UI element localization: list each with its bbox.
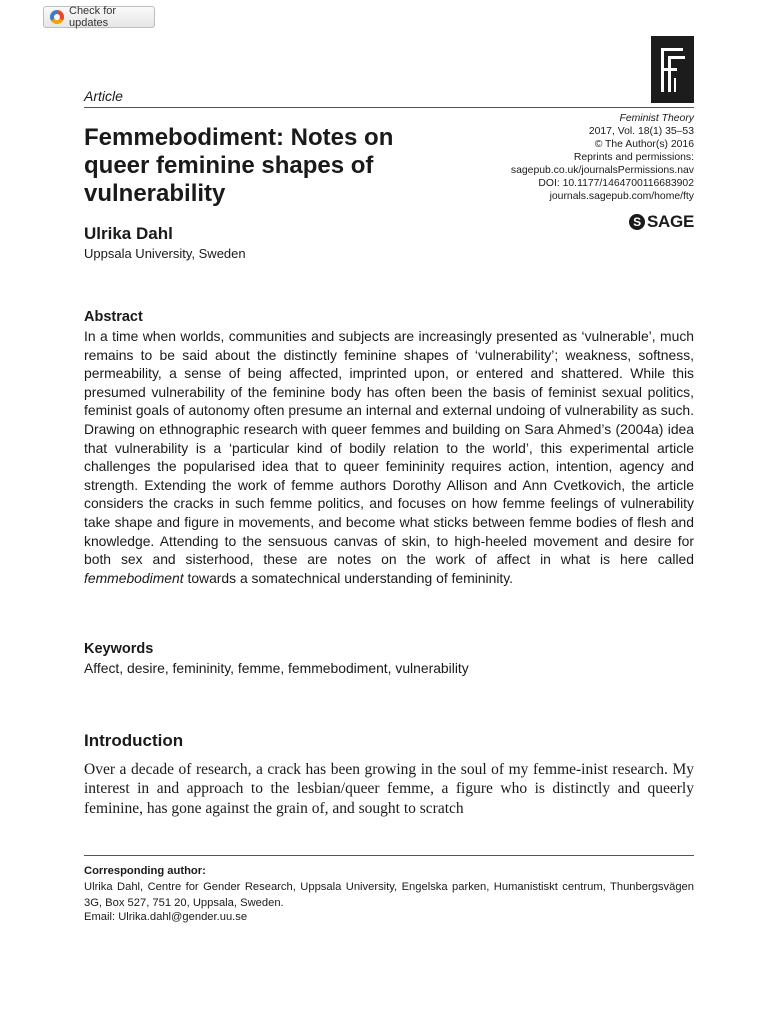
author-name: Ulrika Dahl [84,224,173,243]
ft-monogram-icon [651,36,694,103]
abstract-text-end: towards a somatechnical understanding of femininity. [183,569,514,586]
crossmark-icon [50,10,64,24]
abstract-text [84,327,694,587]
abstract-italic-term: femmebodiment [84,569,184,586]
journal-volume: 2017, Vol. 18(1) 35–53 [588,126,694,137]
check-for-updates-label: Check for updates [69,5,117,29]
journal-homepage-link[interactable]: journals.sagepub.com/home/fty [549,191,694,202]
corresponding-author-heading: Corresponding author: [84,865,206,877]
abstract-text-main: In a time when worlds, communities and subjects are increasingly presented as ‘vulnerable’, much remains to be said about the distinctly feminine shapes of ‘vulnerability’; weakness, softness, permeability, a sense of being affected, imprinted upon, or entered and shattered. While this presumed vulnerability of the feminine body has often been the basis of feminist sexual politics, feminist goals of autonomy often presume an internal and external undoing of vulnerability as such. Drawing on ethnographic research with queer femmes and building on Sara Ahmed’s (2004a) idea that vulnerability is a ‘particular kind of bodily relation to the world’, this experimental article challenges the popularised idea that to queer femininity requires action, intention, agency and strength. Extending the work of femme authors Dorothy Allison and Ann Cvetkovich, the article considers the cracks in such femme politics, and focuses on how femme feelings of vulnerability take shape and figure in movements, and become what sticks between femme bodies of flesh and knowledge. Attending to the sensuous canvas of skin, to high-heeled movement and desire for both sex and sisterhood, these are notes on the work of affect in what is here called [84,328,694,568]
copyright-line: © The Author(s) 2016 [594,139,694,150]
journal-info-block [434,112,694,203]
journal-name: Feminist Theory [619,113,694,124]
abstract-heading: Abstract [84,309,143,325]
publisher-name: SAGE [647,212,694,231]
doi-link[interactable]: DOI: 10.1177/1464700116683902 [538,178,694,189]
check-for-updates-button[interactable] [43,6,155,28]
corresponding-author-email[interactable]: Email: Ulrika.dahl@gender.uu.se [84,911,248,923]
keywords-heading: Keywords [84,641,154,657]
sage-s-icon: S [629,214,645,230]
introduction-text: Over a decade of research, a crack has been growing in the soul of my femme-inist research. My interest in and approach to the lesbian/queer femme, a figure who is distinctly and queerly feminine, has gone against the grain of, and sought to scratch [84,761,694,817]
reprints-link[interactable]: sagepub.co.uk/journalsPermissions.nav [510,165,694,176]
corresponding-author-address: Ulrika Dahl, Centre for Gender Research, Uppsala University, Engelska parken, Humanistiskt centrum, Thunbergsvägen 3G, Box 527, 751 20, Uppsala, Sweden. [84,881,694,909]
introduction-heading: Introduction [84,731,184,750]
article-title: Femmebodiment: Notes on queer feminine shapes of vulnerability [84,124,394,207]
reprints-label: Reprints and permissions: [573,152,694,163]
header-divider [84,107,694,108]
footnote-divider [84,855,694,856]
author-affiliation: Uppsala University, Sweden [84,246,246,261]
article-type-label: Article [84,88,123,104]
keywords-list: Affect, desire, femininity, femme, femmebodiment, vulnerability [84,660,469,676]
publisher-logo [629,212,694,232]
feminist-theory-logo-icon [651,36,694,103]
